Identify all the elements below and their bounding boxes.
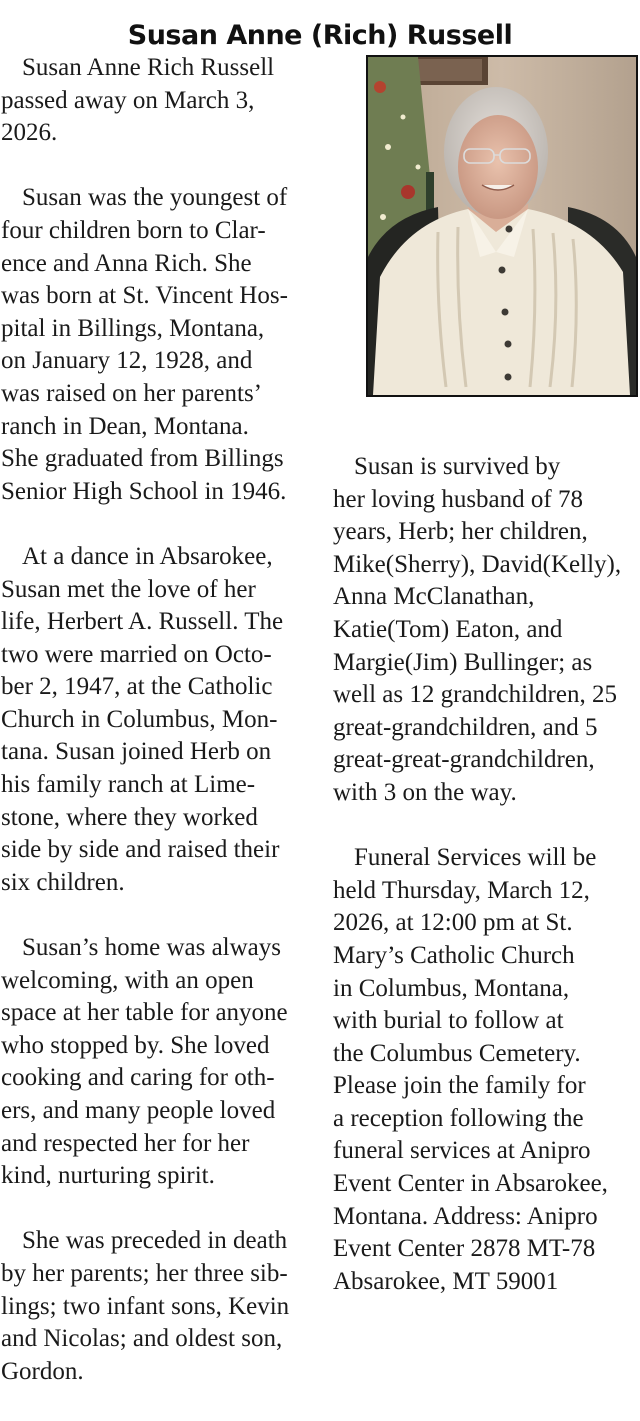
text-line: with 3 on the way. [333, 778, 517, 806]
text-line: his family ranch at Lime- [1, 771, 256, 799]
text-line: a reception following the [333, 1104, 584, 1132]
text-line: 2026, at 12:00 pm at St. [333, 909, 573, 937]
text-line: great-grandchildren, and 5 [333, 713, 598, 741]
early-life-paragraph [1, 182, 331, 508]
left-column [1, 52, 331, 1421]
home-life-paragraph [1, 932, 331, 1193]
text-line: side by side and raised their [1, 836, 280, 864]
portrait-image [368, 57, 636, 395]
text-line: Absarokee, MT 59001 [333, 1267, 559, 1295]
text-line: Church in Columbus, Mon- [1, 705, 278, 733]
text-line: passed away on March 3, [1, 86, 255, 114]
text-line: Susan met the love of her [1, 575, 256, 603]
text-line: Event Center in Absarokee, [333, 1170, 608, 1198]
text-line: Gordon. [1, 1357, 84, 1385]
text-line: on January 12, 1928, and [1, 347, 253, 375]
text-line: Susan Anne Rich Russell [22, 54, 275, 81]
text-line: tana. Susan joined Herb on [1, 738, 272, 766]
text-line: Susan’s home was always [22, 934, 281, 962]
text-line: 2026. [1, 119, 58, 147]
text-line: At a dance in Absarokee, [22, 542, 273, 570]
text-line: six children. [1, 868, 125, 896]
text-line: kind, nurturing spirit. [1, 1162, 215, 1190]
text-line: ranch in Dean, Montana. [1, 412, 249, 440]
text-line: Katie(Tom) Eaton, and [333, 615, 563, 643]
text-line: Event Center 2878 MT-78 [333, 1235, 596, 1263]
text-line: in Columbus, Montana, [333, 974, 570, 1002]
text-line: Susan is survived by [354, 453, 561, 480]
text-line: welcoming, with an open [1, 966, 254, 994]
text-line: her loving husband of 78 [333, 485, 583, 513]
text-line: with burial to follow at [333, 1007, 564, 1035]
text-line: and respected her for her [1, 1129, 250, 1157]
text-line: She graduated from Billings [1, 445, 284, 473]
obituary-title: Susan Anne (Rich) Russell [127, 20, 513, 52]
text-line: ers, and many people loved [1, 1097, 276, 1124]
text-line: years, Herb; her children, [333, 518, 588, 546]
text-line: well as 12 grandchildren, 25 [333, 681, 617, 709]
portrait-photo [366, 55, 638, 397]
death-announcement-paragraph [1, 52, 331, 150]
text-line: Mary’s Catholic Church [333, 941, 575, 969]
text-line: two were married on Octo- [1, 640, 272, 668]
marriage-paragraph [1, 541, 331, 900]
text-line: She was preceded in death [22, 1227, 288, 1255]
text-line: ence and Anna Rich. She [1, 249, 252, 277]
text-line: ber 2, 1947, at the Catholic [1, 673, 273, 701]
text-line: life, Herbert A. Russell. The [1, 608, 284, 636]
text-line: space at her table for anyone [1, 999, 288, 1027]
text-line: and Nicolas; and oldest son, [1, 1325, 283, 1353]
text-line: funeral services at Anipro [333, 1137, 591, 1165]
text-line: great-great-grandchildren, [333, 746, 595, 774]
text-line: Margie(Jim) Bullinger; as [333, 648, 593, 676]
right-column [333, 451, 640, 1331]
text-line: four children born to Clar- [1, 216, 266, 244]
text-line: pital in Billings, Montana, [1, 314, 265, 342]
text-line: was raised on her parents’ [1, 379, 263, 407]
text-line: was born at St. Vincent Hos- [1, 282, 288, 310]
text-line: Mike(Sherry), David(Kelly), [333, 550, 622, 578]
text-line: cooking and caring for oth- [1, 1064, 275, 1092]
text-line: by her parents; her three sib- [1, 1259, 288, 1287]
text-line: Susan was the youngest of [22, 184, 288, 212]
text-line: Montana. Address: Anipro [333, 1202, 598, 1230]
text-line: held Thursday, March 12, [333, 876, 590, 904]
text-line: Funeral Services will be [354, 844, 597, 872]
text-line: stone, where they worked [1, 803, 258, 831]
text-line: lings; two infant sons, Kevin [1, 1292, 290, 1320]
funeral-services-paragraph [333, 842, 640, 1298]
survived-by-paragraph [333, 451, 640, 810]
text-line: who stopped by. She loved [1, 1031, 270, 1059]
text-line: Senior High School in 1946. [1, 477, 287, 505]
text-line: Anna McClanathan, [333, 583, 535, 611]
text-line: the Columbus Cemetery. [333, 1039, 581, 1067]
preceded-in-death-paragraph [1, 1225, 331, 1388]
text-line: Please join the family for [333, 1072, 586, 1100]
